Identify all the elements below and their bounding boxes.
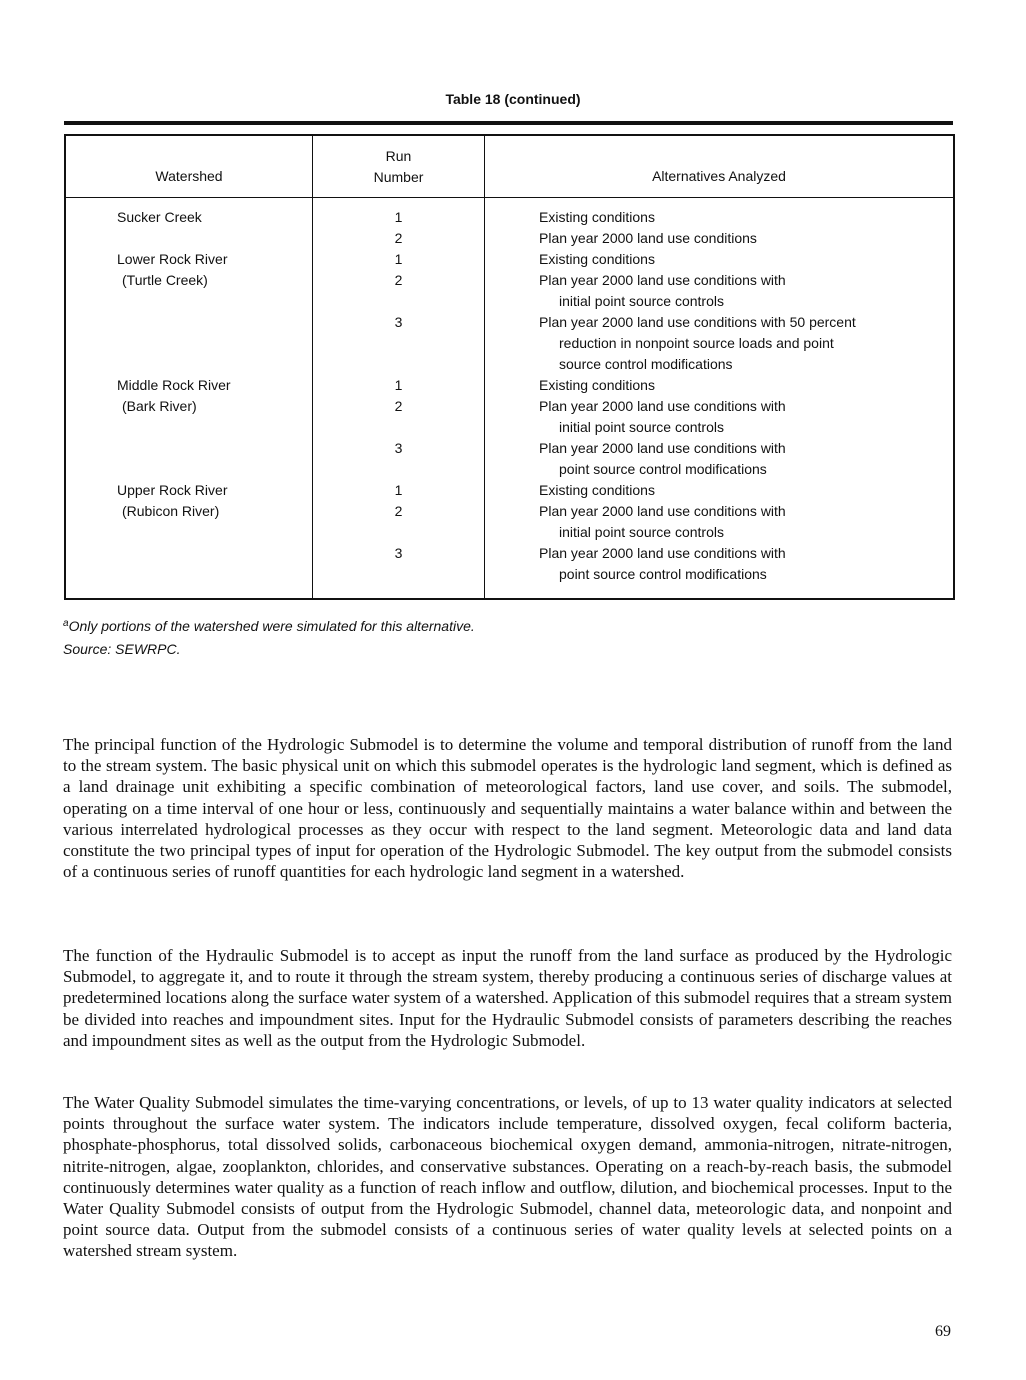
table-cell-alternative: point source control modifications — [559, 461, 767, 477]
table-cell-run: 1 — [394, 251, 403, 267]
table-cell-watershed: (Rubicon River) — [122, 503, 220, 519]
data-table — [64, 134, 955, 600]
table-cell-run — [313, 564, 484, 585]
table-cell-watershed — [117, 522, 312, 543]
table-cell-run: 3 — [394, 440, 403, 456]
table-cell-run — [313, 417, 484, 438]
table-cell-alternative: Plan year 2000 land use conditions with — [539, 545, 786, 561]
table-cell-run: 2 — [394, 230, 403, 246]
column-divider — [484, 136, 485, 598]
table-cell-run: 1 — [394, 377, 403, 393]
table-cell-alternative: initial point source controls — [559, 293, 724, 309]
header-run-line2: Number — [373, 169, 424, 185]
table-top-rule — [64, 121, 953, 125]
table-cell-watershed: Sucker Creek — [117, 209, 202, 225]
table-cell-alternative: Existing conditions — [539, 377, 655, 393]
table-cell-watershed: Middle Rock River — [117, 377, 231, 393]
table-cell-run — [313, 522, 484, 543]
table-cell-alternative: initial point source controls — [559, 524, 724, 540]
table-cell-run: 2 — [394, 398, 403, 414]
footnote-a — [63, 612, 475, 638]
footnote-marker: a — [63, 618, 69, 629]
table-cell-alternative: Plan year 2000 land use conditions with — [539, 440, 786, 456]
table-cell-run — [313, 354, 484, 375]
table-cell-alternative: point source control modifications — [559, 566, 767, 582]
paragraph-hydrologic: The principal function of the Hydrologic Submodel is to determine the volume and temporal distribution of runoff from the land to the stream system. The basic physical unit on which this submodel operates is the hydrologic land segment, which is defined as a land drainage unit exhibiting a specific combination of meteorological factors, land use cover, and soils. The submodel, operating on a time interval of one hour or less, continuously and sequentially maintains a water balance within and between the various interrelated hydrological processes as they occur with respect to the land segment. Meteorologic data and land data constitute the two principal types of input for operation of the Hydrologic Submodel. The key output from the submodel consists of a continuous series of runoff quantities for each hydrologic land segment in a watershed. — [63, 735, 952, 882]
table-cell-alternative: Plan year 2000 land use conditions with — [539, 272, 786, 288]
header-watershed: Watershed — [155, 168, 223, 184]
source-note: Source: SEWRPC. — [63, 641, 181, 657]
table-cell-watershed: (Bark River) — [122, 398, 197, 414]
table-cell-alternative: Plan year 2000 land use conditions — [539, 230, 757, 246]
table-cell-run: 1 — [394, 209, 403, 225]
table-cell-run: 3 — [394, 314, 403, 330]
header-run-line1: Run — [385, 148, 412, 164]
table-cell-run: 2 — [394, 503, 403, 519]
table-footnotes — [63, 612, 475, 661]
table-cell-watershed — [117, 438, 312, 459]
table-cell-watershed: Upper Rock River — [117, 482, 228, 498]
run-number-column — [313, 207, 484, 585]
footnote-text: Only portions of the watershed were simulated for this alternative. — [68, 618, 475, 634]
table-cell-run: 3 — [394, 545, 403, 561]
header-run-number — [313, 146, 484, 188]
table-cell-watershed — [117, 312, 312, 333]
table-cell-watershed — [117, 543, 312, 564]
table-cell-watershed — [117, 333, 312, 354]
table-cell-watershed — [117, 564, 312, 585]
table-cell-alternative: initial point source controls — [559, 419, 724, 435]
table-cell-alternative: Existing conditions — [539, 251, 655, 267]
paragraph-hydraulic: The function of the Hydraulic Submodel is to accept as input the runoff from the land surface as produced by the Hydrologic Submodel, to aggregate it, and to route it through the stream system, thereby producing a continuous series of discharge values at predetermined locations along the surface water system of a watershed. Application of this submodel requires that a stream system be divided into reaches and impoundment sites. Input for the Hydraulic Submodel consists of parameters describing the reaches and impoundment sites as well as the output from the Hydrologic Submodel. — [63, 946, 952, 1050]
header-divider — [66, 197, 953, 198]
paragraph-water-quality: The Water Quality Submodel simulates the time-varying concentrations, or levels, of up to 13 water quality indicators at selected points throughout the surface water system. The indicators include temperature, dissolved oxygen, fecal coliform bacteria, phosphate-phosphorus, total dissolved solids, carbonaceous biochemical oxygen demand, ammonia-nitrogen, nitrate-nitrogen, nitrite-nitrogen, algae, zooplankton, chlorides, and conservative substances. Operating on a reach-by-reach basis, the submodel continuously determines water quality as a function of reach inflow and outflow, dilution, and biochemical processes. Input to the Water Quality Submodel consists of output from the Hydrologic Submodel, channel data, meteorologic data, and nonpoint and point source data. Output from the submodel consists of a continuous series of water quality levels at selected points on a watershed stream system. — [63, 1093, 952, 1261]
table-cell-watershed: Lower Rock River — [117, 251, 228, 267]
table-cell-alternative: Existing conditions — [539, 482, 655, 498]
table-cell-alternative: Plan year 2000 land use conditions with — [539, 503, 786, 519]
table-cell-watershed — [117, 417, 312, 438]
table-cell-run — [313, 291, 484, 312]
table-cell-watershed — [117, 291, 312, 312]
table-cell-alternative: Existing conditions — [539, 209, 655, 225]
alternatives-column — [539, 207, 953, 585]
page-number: 69 — [935, 1323, 951, 1340]
table-cell-run — [313, 333, 484, 354]
header-alternatives: Alternatives Analyzed — [652, 168, 786, 184]
table-title: Table 18 (continued) — [445, 91, 581, 107]
table-cell-alternative: Plan year 2000 land use conditions with — [539, 398, 786, 414]
table-cell-run: 1 — [394, 482, 403, 498]
table-cell-run: 2 — [394, 272, 403, 288]
table-cell-alternative: reduction in nonpoint source loads and point — [559, 335, 834, 351]
table-cell-alternative: source control modifications — [559, 356, 733, 372]
table-cell-watershed — [117, 228, 312, 249]
table-cell-run — [313, 459, 484, 480]
table-cell-watershed: (Turtle Creek) — [122, 272, 208, 288]
table-cell-watershed — [117, 459, 312, 480]
table-cell-watershed — [117, 354, 312, 375]
watershed-column — [117, 207, 312, 585]
table-cell-alternative: Plan year 2000 land use conditions with 50 percent — [539, 314, 856, 330]
